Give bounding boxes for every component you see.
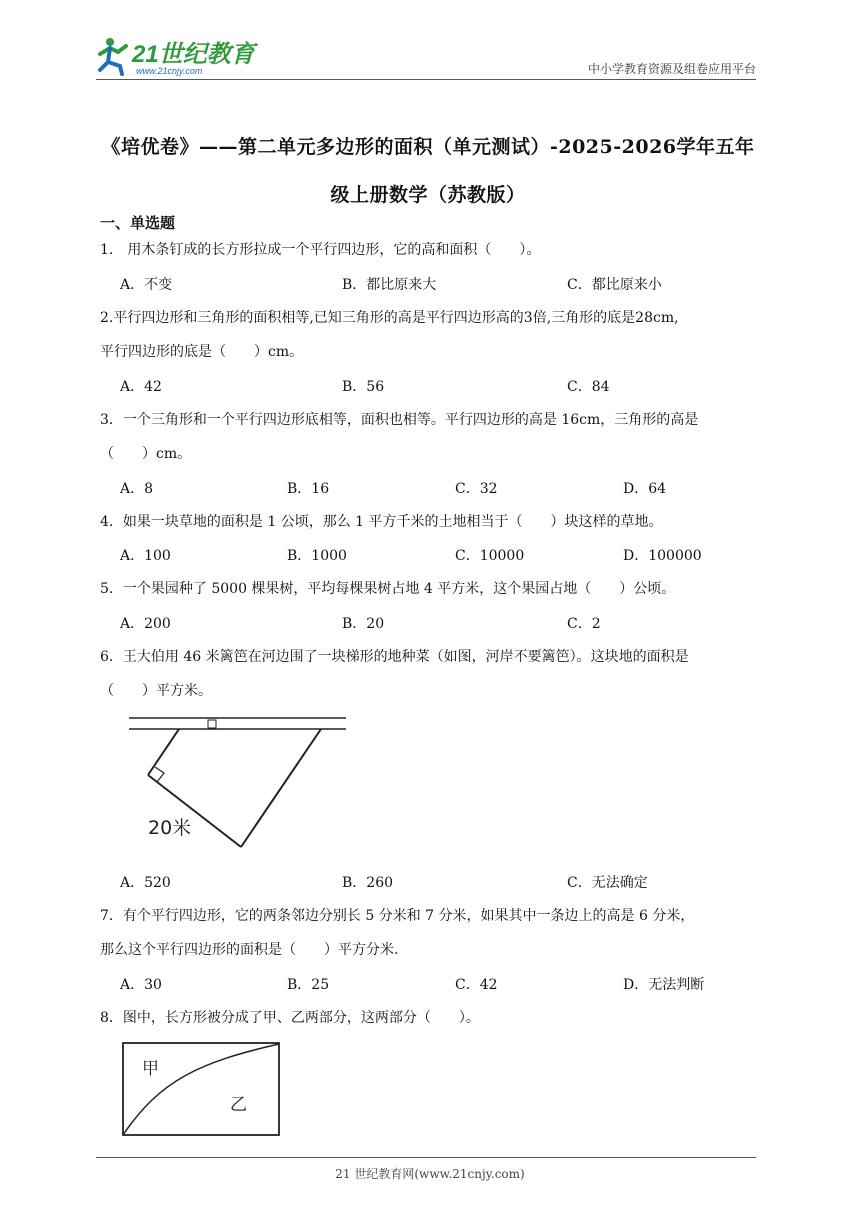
q3-option-d: D．64 [623,481,667,497]
q4-option-b: B．1000 [287,548,347,564]
figure-label-jia: 甲 [142,1059,159,1079]
question-3-line1: 3．一个三角形和一个平行四边形底相等，面积也相等。平行四边形的高是 16cm，三角形的高是 [100,412,699,428]
question-3-line2: （ ）cm。 [100,446,192,462]
q5-option-b: B．20 [342,616,385,632]
doc-title-line2: 级上册数学（苏教版） [330,184,526,206]
doc-title-line1: 《培优卷》——第二单元多边形的面积（单元测试）-2025-2026学年五年 [101,136,755,158]
q7-option-d: D．无法判断 [623,977,705,993]
q5-option-a: A．200 [120,616,171,632]
q6-option-b: B．260 [342,875,394,891]
q1-option-a: A．不变 [120,277,173,293]
section-title: 一、单选题 [100,214,176,232]
rectangle-divided-figure [120,1040,284,1140]
q7-option-b: B．25 [287,977,330,993]
q1-option-c: C．都比原来小 [567,277,662,293]
q6-option-c: C．无法确定 [567,875,648,891]
trapezoid-field-figure [124,710,354,855]
question-7-line1: 7．有个平行四边形，它的两条邻边分别长 5 分米和 7 分米，如果其中一条边上的高是 6 分米， [100,908,695,924]
question-8: 8．图中，长方形被分成了甲、乙两部分，这两部分（ ）。 [100,1010,480,1026]
question-6-line2: （ ）平方米。 [100,683,212,699]
q4-option-d: D．100000 [623,548,702,564]
q7-option-c: C．42 [455,977,498,993]
q1-option-b: B．都比原来大 [342,277,437,293]
q7-option-a: A．30 [120,977,162,993]
question-1: 1. 用木条钉成的长方形拉成一个平行四边形，它的高和面积（ ）。 [100,242,541,258]
runner-logo-icon [96,32,266,82]
q4-option-c: C．10000 [455,548,525,564]
question-7-line2: 那么这个平行四边形的面积是（ ）平方分米. [100,942,399,958]
site-logo [96,32,266,82]
figure-label-20m: 20米 [148,817,192,839]
platform-name: 中小学教育资源及组卷应用平台 [587,62,756,76]
question-2-line2: 平行四边形的底是（ ）cm。 [100,344,304,360]
figure-label-yi: 乙 [230,1095,247,1115]
question-6-line1: 6．王大伯用 46 米篱笆在河边围了一块梯形的地种菜（如图，河岸不要篱笆）。这块地的面积是 [100,649,689,665]
q2-option-c: C．84 [567,379,610,395]
q4-option-a: A．100 [120,548,171,564]
q3-option-b: B．16 [287,481,330,497]
question-5: 5．一个果园种了 5000 棵果树，平均每棵果树占地 4 平方米，这个果园占地（ ）公顷。 [100,581,676,597]
logo-text: 21世纪教育 [132,41,255,68]
q2-option-a: A．42 [120,379,162,395]
footer-text: 21 世纪教育网(www.21cnjy.com) [335,1167,525,1181]
q5-option-c: C．2 [567,616,601,632]
q6-option-a: A．520 [120,875,171,891]
q3-option-a: A．8 [120,481,154,497]
q3-option-c: C．32 [455,481,498,497]
logo-url: www.21cnjy.com [136,66,203,76]
question-4: 4．如果一块草地的面积是 1 公顷，那么 1 平方千米的土地相当于（ ）块这样的草地。 [100,514,663,530]
q2-option-b: B．56 [342,379,385,395]
question-2-line1: 2.平行四边形和三角形的面积相等,已知三角形的高是平行四边形高的3倍,三角形的底是28cm, [100,310,679,326]
footer-divider [96,1157,756,1158]
header-divider [96,79,756,80]
